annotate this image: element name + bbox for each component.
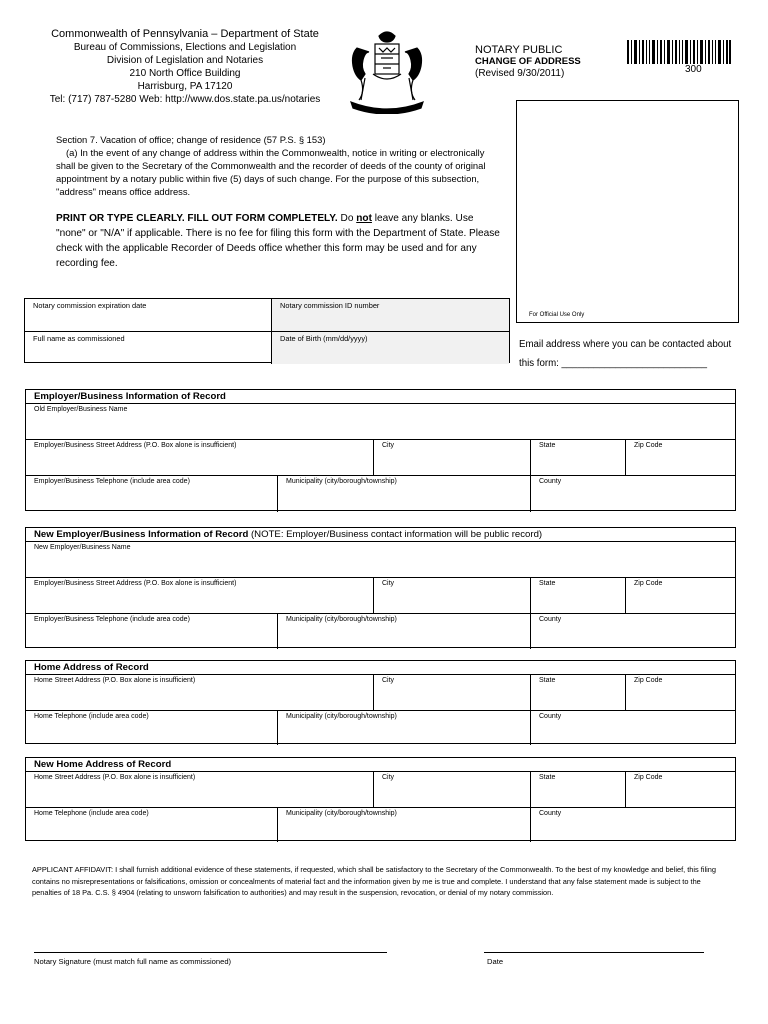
instructions-not: not <box>356 213 372 224</box>
new-home-city-field[interactable] <box>374 772 531 807</box>
form-row <box>26 476 735 512</box>
field-label: Employer/Business Street Address (P.O. Box alone is insufficient) <box>34 580 237 587</box>
field-label: Zip Code <box>634 774 663 781</box>
form-row <box>26 808 735 842</box>
field-label: City <box>382 774 395 781</box>
form-row <box>26 675 735 711</box>
full-name-field[interactable] <box>25 332 272 364</box>
email-blank: this form: ___________________________ <box>519 358 707 369</box>
employer-county-field[interactable] <box>531 476 735 512</box>
new-home-state-field[interactable] <box>531 772 626 807</box>
email-label: Email address where you can be contacted about <box>519 339 732 350</box>
new-employer-zip-field[interactable] <box>626 578 735 613</box>
new-home-address-section <box>25 757 736 841</box>
field-label: Old Employer/Business Name <box>34 406 128 413</box>
employer-section-title: Employer/Business Information of Record <box>26 390 735 404</box>
date-label: Date <box>487 957 504 966</box>
new-home-phone-field[interactable] <box>26 808 278 842</box>
field-label: Home Street Address (P.O. Box alone is insufficient) <box>34 677 196 684</box>
field-label: City <box>382 442 395 449</box>
new-employer-phone-field[interactable] <box>26 614 278 649</box>
statute-text <box>56 133 501 198</box>
form-title: CHANGE OF ADDRESS <box>475 56 581 67</box>
field-label: Municipality (city/borough/township) <box>286 810 397 817</box>
dob-field[interactable] <box>272 332 509 364</box>
new-employer-county-field[interactable] <box>531 614 735 649</box>
home-street-field[interactable] <box>26 675 374 710</box>
contact-line: Tel: (717) 787-5280 Web: http://www.dos.state.pa.us/notaries <box>49 94 321 105</box>
home-section-title: Home Address of Record <box>26 661 735 675</box>
new-employer-section-title <box>26 528 735 542</box>
commission-id-field[interactable] <box>272 299 509 331</box>
official-use-label: For Official Use Only <box>529 312 585 318</box>
commission-row <box>25 299 509 331</box>
old-employer-name-field[interactable] <box>26 404 735 439</box>
new-home-street-field[interactable] <box>26 772 374 807</box>
pennsylvania-seal-icon <box>343 28 431 114</box>
field-label: New Employer/Business Name <box>34 544 131 551</box>
instructions <box>56 211 501 271</box>
home-city-field[interactable] <box>374 675 531 710</box>
new-home-zip-field[interactable] <box>626 772 735 807</box>
expiration-date-field[interactable] <box>25 299 272 331</box>
official-use-box <box>516 100 739 323</box>
home-municipality-field[interactable] <box>278 711 531 745</box>
new-employer-street-field[interactable] <box>26 578 374 613</box>
new-employer-city-field[interactable] <box>374 578 531 613</box>
home-state-field[interactable] <box>531 675 626 710</box>
barcode-number: 300 <box>685 64 702 75</box>
form-row <box>26 772 735 808</box>
field-label: Zip Code <box>634 442 663 449</box>
field-label: Municipality (city/borough/township) <box>286 713 397 720</box>
bureau-name: Bureau of Commissions, Elections and Legislation <box>73 42 297 53</box>
field-label: County <box>539 616 562 623</box>
instructions-rest: leave any blanks. Use "none" or "N/A" if applicable. There is no fee for filing this form with the Department of State. Please check with the applicable Recorder of Deeds office whether this form may be used and for any recording fee. <box>56 213 500 269</box>
field-label: Zip Code <box>634 580 663 587</box>
field-label: County <box>539 713 562 720</box>
form-row <box>26 404 735 440</box>
form-row <box>26 440 735 476</box>
full-name-label: Full name as commissioned <box>33 334 125 343</box>
new-employer-note: (NOTE: Employer/Business contact information will be public record) <box>248 529 543 540</box>
commission-info-grid <box>24 298 510 363</box>
employer-zip-field[interactable] <box>626 440 735 475</box>
field-label: City <box>382 677 395 684</box>
division-name: Division of Legislation and Notaries <box>106 55 264 66</box>
new-employer-title-text: New Employer/Business Information of Record <box>34 529 249 540</box>
employer-municipality-field[interactable] <box>278 476 531 512</box>
field-label: Home Telephone (include area code) <box>34 713 149 720</box>
employer-city-field[interactable] <box>374 440 531 475</box>
home-zip-field[interactable] <box>626 675 735 710</box>
form-row <box>26 542 735 578</box>
new-employer-municipality-field[interactable] <box>278 614 531 649</box>
new-home-county-field[interactable] <box>531 808 735 842</box>
instructions-caps: PRINT OR TYPE CLEARLY. FILL OUT FORM COMPLETELY. <box>56 213 338 224</box>
field-label: State <box>539 580 556 587</box>
field-label: Municipality (city/borough/township) <box>286 478 397 485</box>
employer-street-field[interactable] <box>26 440 374 475</box>
field-label: State <box>539 774 556 781</box>
new-employer-name-field[interactable] <box>26 542 735 577</box>
field-label: State <box>539 442 556 449</box>
field-label: Employer/Business Telephone (include area code) <box>34 616 190 623</box>
field-label: Home Street Address (P.O. Box alone is insufficient) <box>34 774 196 781</box>
field-label: Zip Code <box>634 677 663 684</box>
new-home-municipality-field[interactable] <box>278 808 531 842</box>
home-phone-field[interactable] <box>26 711 278 745</box>
commission-id-label: Notary commission ID number <box>280 301 380 310</box>
agency-header <box>40 28 330 106</box>
field-label: Employer/Business Street Address (P.O. Box alone is insufficient) <box>34 442 237 449</box>
new-employer-state-field[interactable] <box>531 578 626 613</box>
field-label: Employer/Business Telephone (include area code) <box>34 478 190 485</box>
employer-state-field[interactable] <box>531 440 626 475</box>
field-label: County <box>539 478 562 485</box>
form-row <box>26 614 735 649</box>
barcode-icon <box>627 40 731 64</box>
field-label: County <box>539 810 562 817</box>
dob-label: Date of Birth (mm/dd/yyyy) <box>280 334 368 343</box>
employer-section <box>25 389 736 511</box>
form-heading <box>475 44 581 80</box>
statute-heading: Section 7. Vacation of office; change of residence (57 P.S. § 153) <box>56 134 326 145</box>
instructions-do: Do <box>337 213 357 224</box>
new-employer-section <box>25 527 736 648</box>
home-county-field[interactable] <box>531 711 735 745</box>
applicant-affidavit: APPLICANT AFFIDAVIT: I shall furnish additional evidence of these statements, if requested, which shall be satisfactory to the Secretary of the Commonwealth. To the best of my knowledge and belief, this filing contains no misrepresentations or falsifications, omission or concealments of material fact and the information given by me is true and complete. I understand that any false statement made is subject to the penalties of 18 Pa. C.S. § 4904 (relating to unsworn falsification to authorities) and may result in the suspension, revocation, or denial of my notary commission. <box>32 865 716 897</box>
signature-label: Notary Signature (must match full name as commissioned) <box>34 957 232 966</box>
home-address-section <box>25 660 736 744</box>
building-address: 210 North Office Building <box>129 68 241 79</box>
signature-line[interactable] <box>34 952 387 953</box>
field-label: State <box>539 677 556 684</box>
employer-phone-field[interactable] <box>26 476 278 512</box>
name-row <box>25 331 509 364</box>
date-line[interactable] <box>484 952 704 953</box>
field-label: City <box>382 580 395 587</box>
city-address: Harrisburg, PA 17120 <box>137 81 233 92</box>
email-field[interactable] <box>519 335 739 373</box>
form-row <box>26 711 735 745</box>
form-type: NOTARY PUBLIC <box>475 44 563 56</box>
statute-body: (a) In the event of any change of address within the Commonwealth, notice in writing or electronically shall be given to the Secretary of the Commonwealth and the recorder of deeds of the county of original appointment by a notary public within five (5) days of such change. For the purpose of this subsection, "address" means office address. <box>56 147 486 197</box>
new-home-section-title: New Home Address of Record <box>26 758 735 772</box>
form-row <box>26 578 735 614</box>
expiration-date-label: Notary commission expiration date <box>33 301 147 310</box>
field-label: Home Telephone (include area code) <box>34 810 149 817</box>
agency-name: Commonwealth of Pennsylvania – Department of State <box>51 28 319 40</box>
field-label: Municipality (city/borough/township) <box>286 616 397 623</box>
form-revision: (Revised 9/30/2011) <box>475 68 565 79</box>
